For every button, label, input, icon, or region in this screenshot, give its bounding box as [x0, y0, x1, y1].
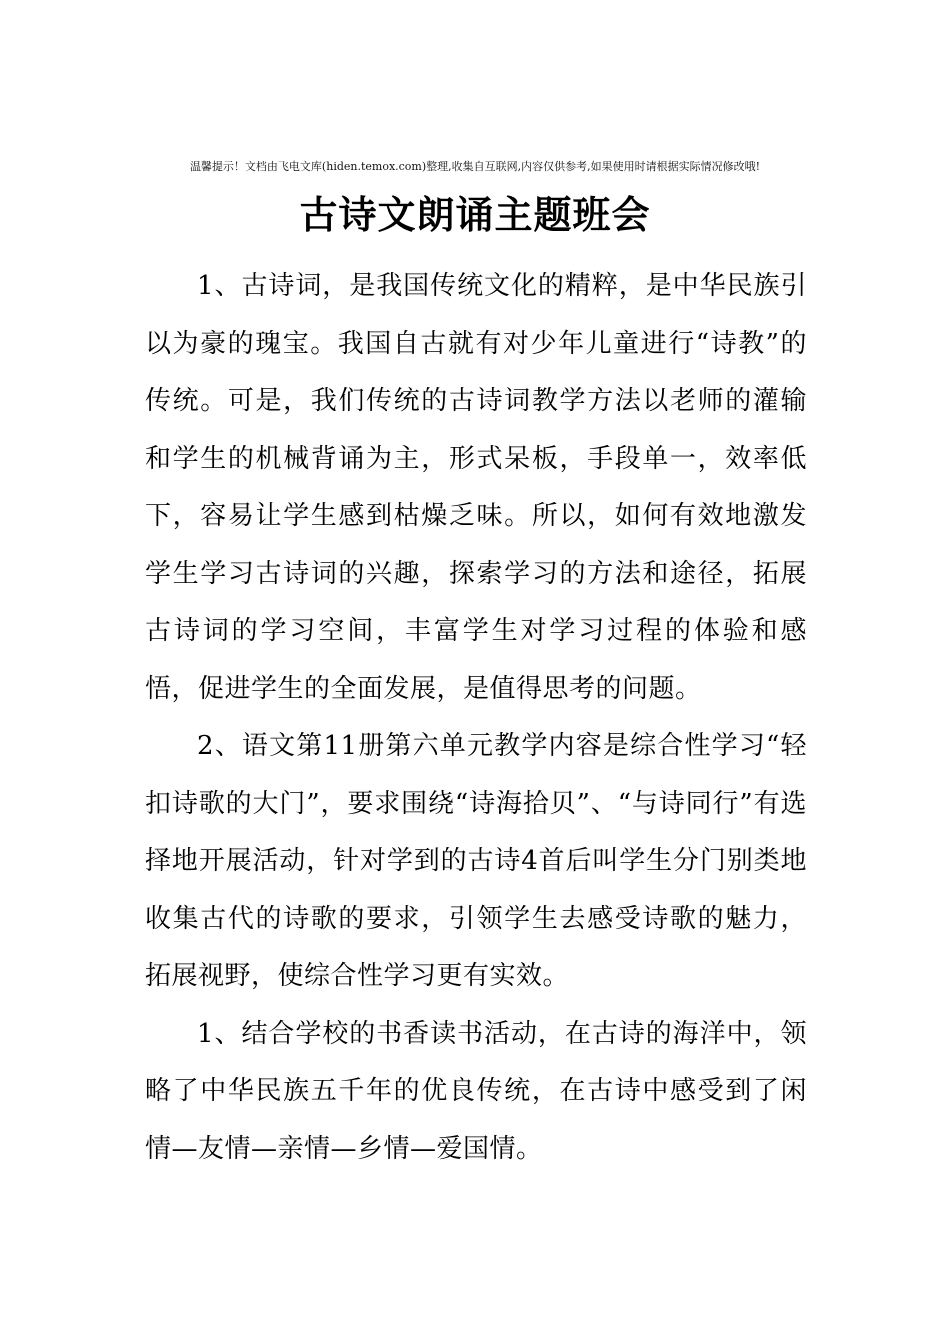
page-title: 古诗文朗诵主题班会 — [299, 192, 651, 237]
paragraph-2: 2、语文第11册第六单元教学内容是综合性学习“轻扣诗歌的大门”，要求围绕“诗海拾贝”、“与诗同行”有选择地开展活动，针对学到的古诗4首后叫学生分门别类地收集古代的诗歌的要求，引领学生去感受诗歌的魅力，拓展视野，使综合性学习更有实效。 — [145, 731, 807, 991]
header-notice: 温馨提示！文档由飞电文库(hiden.temox.com)整理,收集自互联网,内容仅供参考,如果使用时请根据实际情况修改哦! — [189, 160, 761, 173]
paragraph-1: 1、古诗词，是我国传统文化的精粹，是中华民族引以为豪的瑰宝。我国自古就有对少年儿童进行“诗教”的传统。可是，我们传统的古诗词教学方法以老师的灌输和学生的机械背诵为主，形式呆板，手段单一，效率低下，容易让学生感到枯燥乏味。所以，如何有效地激发学生学习古诗词的兴趣，探索学习的方法和途径，拓展古诗词的学习空间，丰富学生对学习过程的体验和感悟，促进学生的全面发展，是值得思考的问题。 — [145, 271, 807, 704]
document-body — [145, 258, 807, 1178]
paragraph-3: 1、结合学校的书香读书活动，在古诗的海洋中，领略了中华民族五千年的优良传统，在古诗中感受到了闲情—友情—亲情—乡情—爱国情。 — [145, 1018, 807, 1164]
